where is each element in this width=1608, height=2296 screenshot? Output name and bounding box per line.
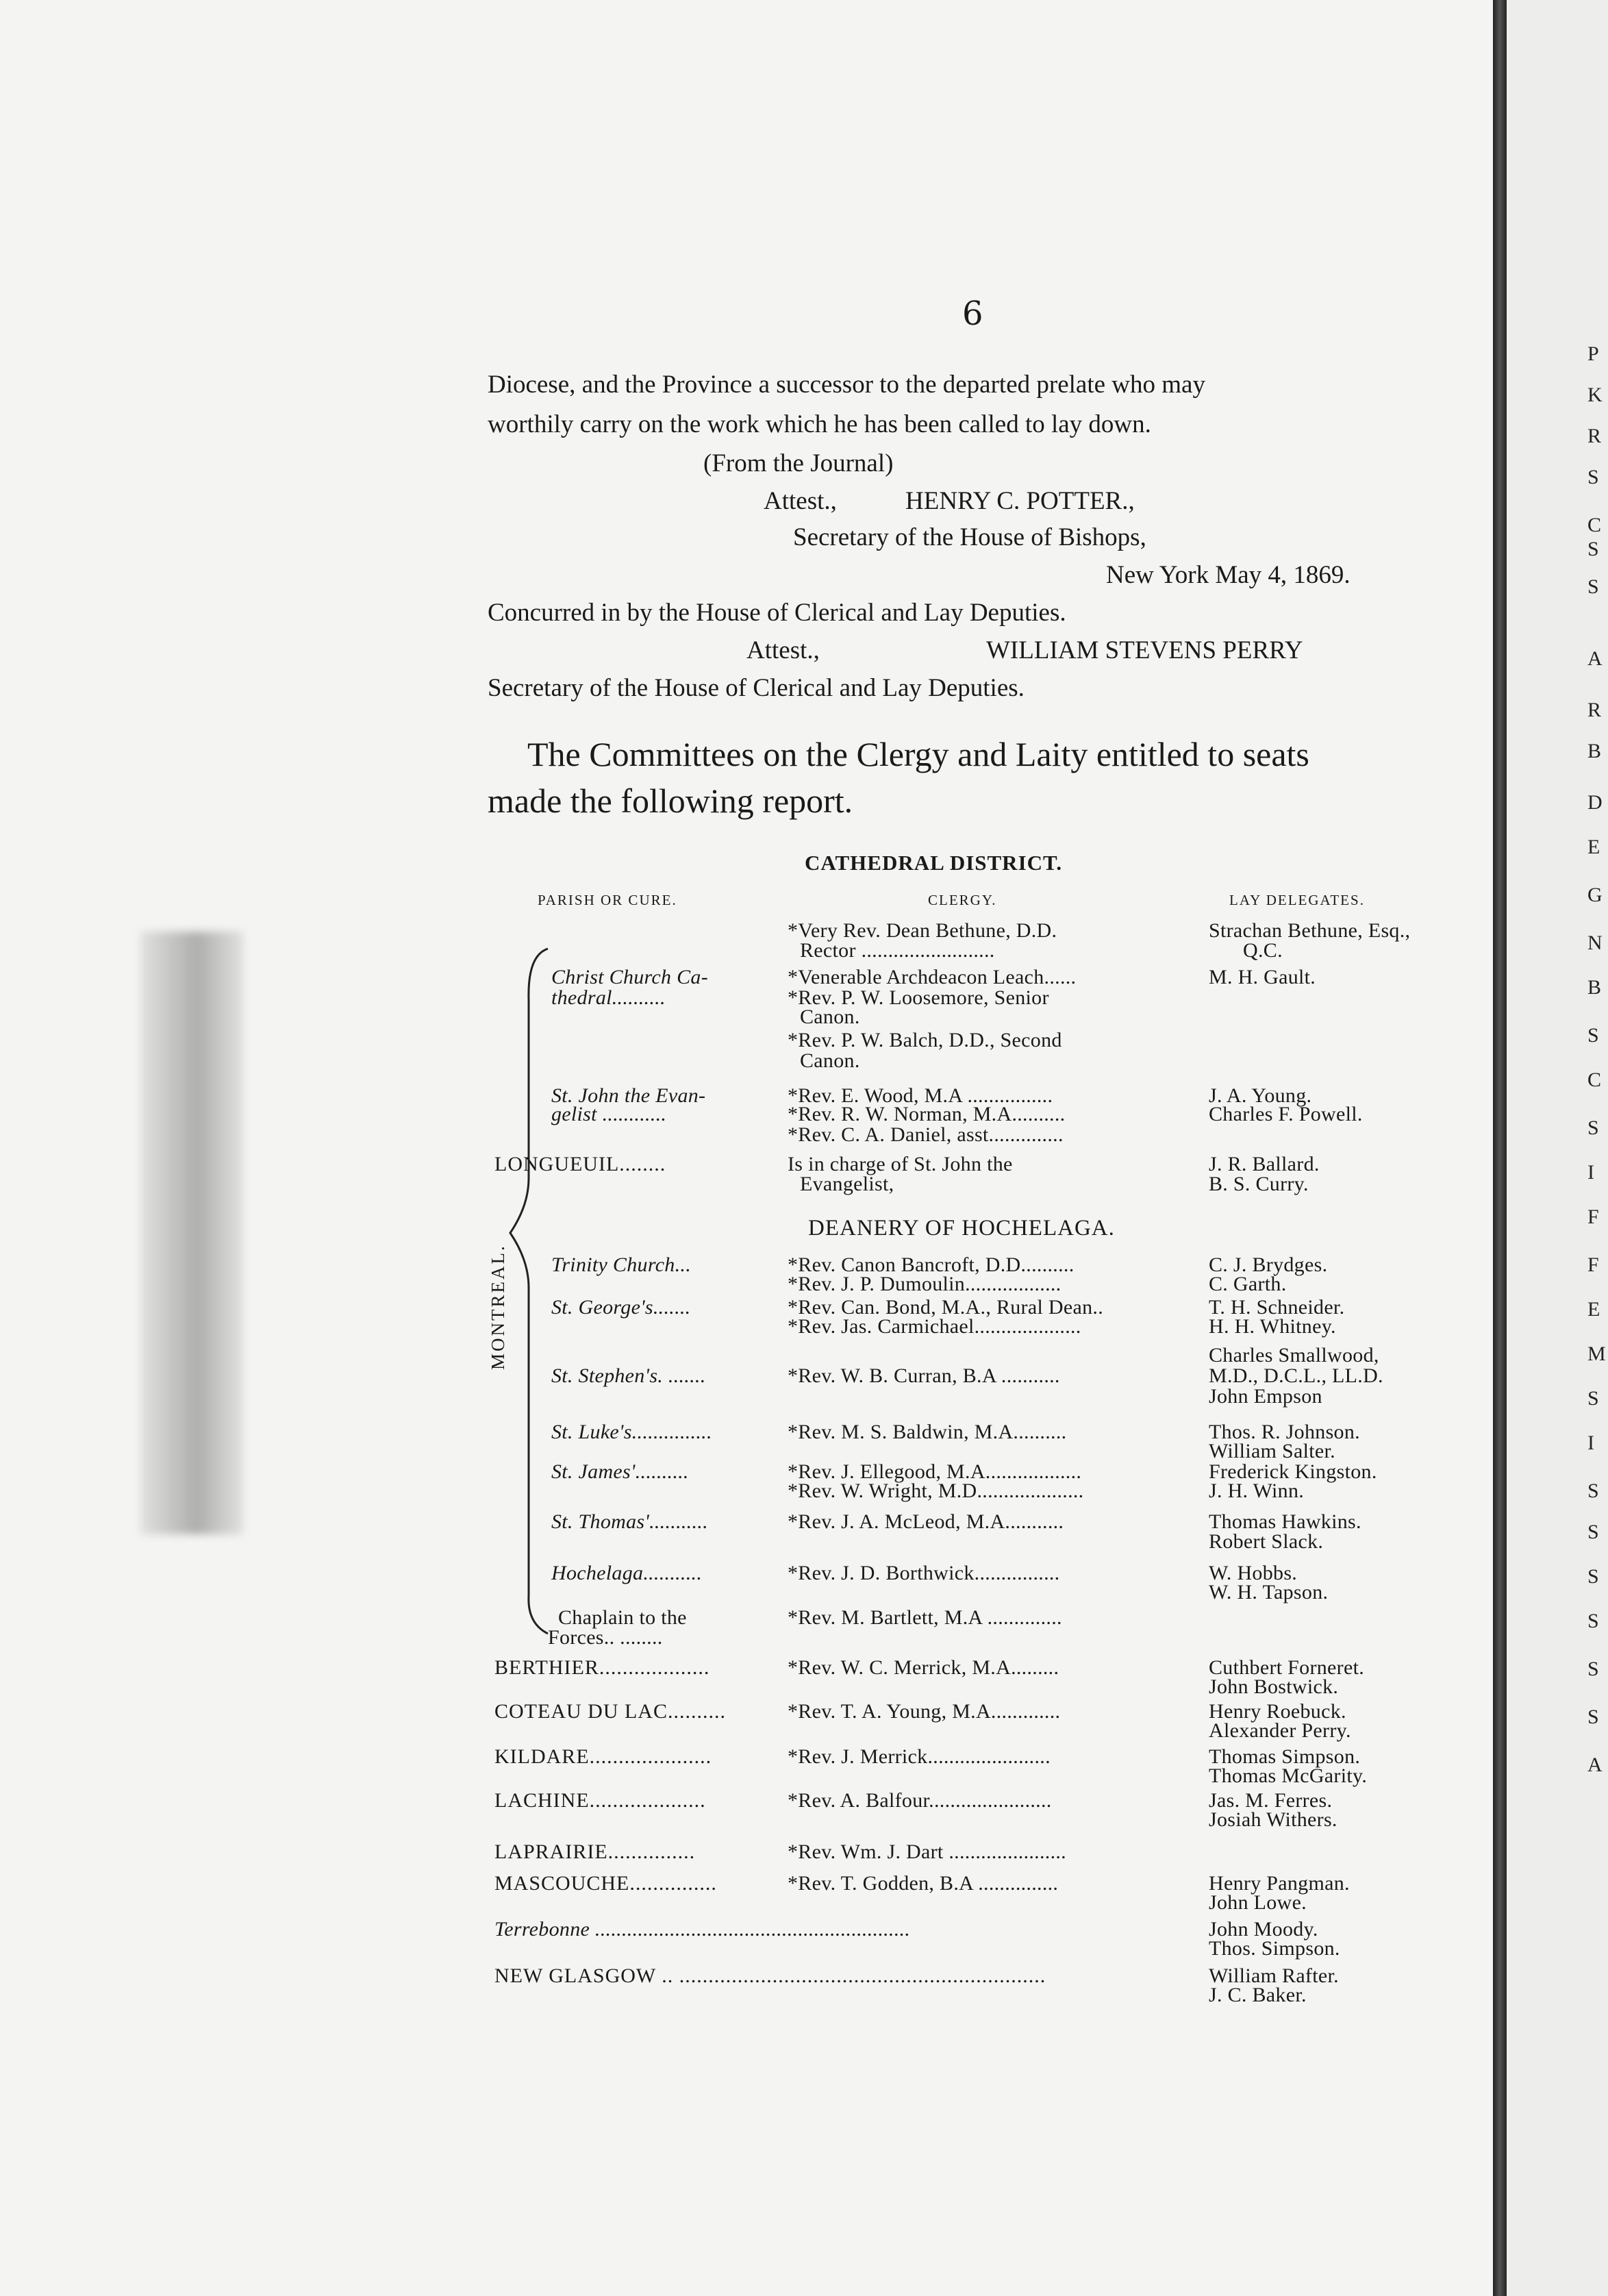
row-42-parish: NEW GLASGOW .. ...............................................................: [494, 1964, 1046, 1987]
row-14-parish: St. George's.......: [551, 1296, 691, 1319]
row-17-lay: M.D., D.C.L., LL.D.: [1209, 1364, 1383, 1387]
row-8-clergy: *Rev. R. W. Norman, M.A..........: [788, 1103, 1066, 1125]
row-0-lay: Strachan Bethune, Esq.,: [1209, 919, 1411, 942]
row-2-parish: Christ Church Ca-: [551, 966, 709, 988]
row-29-parish: BERTHIER...................: [494, 1656, 710, 1679]
row-25-lay: W. Hobbs.: [1209, 1562, 1298, 1584]
row-1-clergy: Rector .........................: [800, 939, 995, 962]
row-11-lay: B. S. Curry.: [1209, 1173, 1309, 1195]
row-26-lay: W. H. Tapson.: [1209, 1581, 1329, 1604]
row-7-parish: St. John the Evan-: [551, 1084, 706, 1107]
row-37-clergy: *Rev. Wm. J. Dart ......................: [788, 1840, 1066, 1863]
row-20-lay: William Salter.: [1209, 1440, 1335, 1462]
perry-name: WILLIAM STEVENS PERRY: [986, 636, 1303, 664]
row-8-lay: Charles F. Powell.: [1209, 1103, 1363, 1125]
strip-letter-27: S: [1587, 1565, 1599, 1588]
row-17-parish: St. Stephen's. .......: [551, 1364, 706, 1387]
strip-letter-6: S: [1587, 575, 1599, 598]
row-19-parish: St. Luke's...............: [551, 1421, 712, 1443]
intro-line-1: Diocese, and the Province a successor to the departed prelate who may: [488, 371, 1205, 399]
row-12-clergy: *Rev. Canon Bancroft, D.D..........: [788, 1253, 1075, 1276]
row-25-clergy: *Rev. J. D. Borthwick................: [788, 1562, 1060, 1584]
strip-letter-0: P: [1587, 342, 1599, 365]
row-6-clergy: Canon.: [800, 1049, 860, 1072]
row-9-clergy: *Rev. C. A. Daniel, asst..............: [788, 1123, 1064, 1146]
row-2-lay: M. H. Gault.: [1209, 966, 1316, 988]
row-42-lay: William Rafter.: [1209, 1964, 1339, 1987]
row-3-clergy: *Rev. P. W. Loosemore, Senior: [788, 986, 1049, 1009]
strip-letter-31: A: [1587, 1754, 1603, 1776]
strip-letter-23: S: [1587, 1387, 1599, 1410]
strip-letter-3: S: [1587, 466, 1599, 488]
row-0-clergy: *Very Rev. Dean Bethune, D.D.: [788, 919, 1057, 942]
row-4-clergy: Canon.: [800, 1006, 860, 1028]
strip-letter-25: S: [1587, 1480, 1599, 1502]
row-40-parish: Terrebonne ...........................................................: [494, 1918, 911, 1941]
row-38-lay: Henry Pangman.: [1209, 1872, 1350, 1895]
strip-letter-2: R: [1587, 425, 1602, 447]
col-header-parish: PARISH OR CURE.: [538, 892, 677, 908]
row-31-clergy: *Rev. T. A. Young, M.A.............: [788, 1700, 1061, 1723]
row-14-clergy: *Rev. Can. Bond, M.A., Rural Dean..: [788, 1296, 1103, 1319]
row-10-lay: J. R. Ballard.: [1209, 1153, 1320, 1175]
row-31-parish: COTEAU DU LAC..........: [494, 1700, 726, 1723]
strip-letter-11: E: [1587, 836, 1600, 858]
row-25-parish: Hochelaga...........: [551, 1562, 703, 1584]
col-header-lay: LAY DELEGATES.: [1229, 892, 1365, 908]
row-16-lay: Charles Smallwood,: [1209, 1344, 1379, 1367]
row-27-parish: Chaplain to the: [558, 1606, 687, 1629]
row-23-clergy: *Rev. J. A. McLeod, M.A...........: [788, 1510, 1064, 1533]
row-5-clergy: *Rev. P. W. Balch, D.D., Second: [788, 1029, 1062, 1051]
strip-letter-16: C: [1587, 1069, 1602, 1091]
row-28-parish: Forces.. ........: [548, 1626, 663, 1649]
strip-letter-8: R: [1587, 699, 1602, 721]
row-23-parish: St. Thomas'...........: [551, 1510, 708, 1533]
row-1-lay: Q.C.: [1243, 939, 1283, 962]
strip-letter-18: I: [1587, 1161, 1594, 1184]
strip-letter-26: S: [1587, 1521, 1599, 1543]
row-38-parish: MASCOUCHE...............: [494, 1872, 717, 1895]
row-35-parish: LACHINE....................: [494, 1789, 706, 1812]
row-13-clergy: *Rev. J. P. Dumoulin..................: [788, 1273, 1061, 1295]
strip-letter-4: C: [1587, 514, 1602, 536]
row-11-clergy: Evangelist,: [800, 1173, 894, 1195]
district-heading: CATHEDRAL DISTRICT.: [805, 851, 1063, 875]
row-23-lay: Thomas Hawkins.: [1209, 1510, 1361, 1533]
strip-letter-1: K: [1587, 384, 1603, 406]
row-21-parish: St. James'..........: [551, 1460, 689, 1483]
intro-line-2: worthily carry on the work which he has been called to lay down.: [488, 410, 1151, 438]
row-29-clergy: *Rev. W. C. Merrick, M.A.........: [788, 1656, 1059, 1679]
row-34-lay: Thomas McGarity.: [1209, 1764, 1368, 1787]
row-7-clergy: *Rev. E. Wood, M.A ................: [788, 1084, 1053, 1107]
strip-letter-17: S: [1587, 1116, 1599, 1139]
row-22-lay: J. H. Winn.: [1209, 1480, 1305, 1502]
row-32-lay: Alexander Perry.: [1209, 1719, 1351, 1742]
row-7-lay: J. A. Young.: [1209, 1084, 1312, 1107]
row-19-lay: Thos. R. Johnson.: [1209, 1421, 1360, 1443]
strip-letter-12: G: [1587, 884, 1603, 906]
row-35-lay: Jas. M. Ferres.: [1209, 1789, 1333, 1812]
row-30-lay: John Bostwick.: [1209, 1675, 1339, 1698]
row-19-clergy: *Rev. M. S. Baldwin, M.A..........: [788, 1421, 1067, 1443]
report-line-1: The Committees on the Clergy and Laity entitled to seats: [527, 735, 1309, 773]
row-24-lay: Robert Slack.: [1209, 1530, 1324, 1553]
secretary-bishops: Secretary of the House of Bishops,: [793, 523, 1146, 551]
row-17-clergy: *Rev. W. B. Curran, B.A ...........: [788, 1364, 1060, 1387]
row-15-lay: H. H. Whitney.: [1209, 1315, 1336, 1338]
strip-letter-7: A: [1587, 647, 1603, 670]
strip-letter-15: S: [1587, 1024, 1599, 1047]
row-43-lay: J. C. Baker.: [1209, 1984, 1307, 2006]
row-21-clergy: *Rev. J. Ellegood, M.A..................: [788, 1460, 1082, 1483]
row-21-lay: Frederick Kingston.: [1209, 1460, 1377, 1483]
strip-letter-9: B: [1587, 740, 1602, 762]
strip-letter-5: S: [1587, 538, 1599, 560]
strip-letter-20: F: [1587, 1253, 1599, 1276]
row-15-clergy: *Rev. Jas. Carmichael....................: [788, 1315, 1081, 1338]
col-header-clergy: CLERGY.: [928, 892, 997, 908]
row-27-clergy: *Rev. M. Bartlett, M.A ..............: [788, 1606, 1062, 1629]
report-line-2: made the following report.: [488, 782, 853, 820]
row-10-clergy: Is in charge of St. John the: [788, 1153, 1013, 1175]
row-33-parish: KILDARE.....................: [494, 1745, 712, 1768]
row-35-clergy: *Rev. A. Balfour.......................: [788, 1789, 1052, 1812]
row-10-parish: LONGUEUIL........: [494, 1153, 666, 1175]
row-22-clergy: *Rev. W. Wright, M.D....................: [788, 1480, 1084, 1502]
strip-letter-21: E: [1587, 1298, 1600, 1321]
row-29-lay: Cuthbert Forneret.: [1209, 1656, 1365, 1679]
attest-label-2: Attest.,: [746, 636, 820, 664]
journal-note: (From the Journal): [703, 449, 894, 477]
row-39-lay: John Lowe.: [1209, 1891, 1307, 1914]
montreal-brace: [510, 949, 548, 1634]
row-31-lay: Henry Roebuck.: [1209, 1700, 1346, 1723]
row-8-parish: gelist ............: [551, 1103, 667, 1125]
secretary-deputies: Secretary of the House of Clerical and Lay Deputies.: [488, 674, 1025, 702]
row-41-lay: Thos. Simpson.: [1209, 1937, 1340, 1960]
row-2-clergy: *Venerable Archdeacon Leach......: [788, 966, 1077, 988]
strip-letter-28: S: [1587, 1610, 1599, 1632]
concurred-line: Concurred in by the House of Clerical and Lay Deputies.: [488, 599, 1066, 627]
page-number: 6: [962, 295, 983, 333]
row-18-lay: John Empson: [1209, 1385, 1322, 1408]
strip-letter-13: N: [1587, 932, 1603, 954]
attest-label-1: Attest.,: [764, 487, 837, 515]
row-12-parish: Trinity Church...: [551, 1253, 692, 1276]
potter-name: HENRY C. POTTER.,: [905, 487, 1135, 515]
row-14-lay: T. H. Schneider.: [1209, 1296, 1345, 1319]
row-12-lay: C. J. Brydges.: [1209, 1253, 1328, 1276]
montreal-side-label: MONTREAL.: [488, 1244, 508, 1370]
date-line: New York May 4, 1869.: [1106, 561, 1351, 589]
row-38-clergy: *Rev. T. Godden, B.A ...............: [788, 1872, 1059, 1895]
row-33-lay: Thomas Simpson.: [1209, 1745, 1361, 1768]
strip-letter-30: S: [1587, 1706, 1599, 1728]
strip-letter-29: S: [1587, 1658, 1599, 1680]
row-37-parish: LAPRAIRIE...............: [494, 1840, 696, 1863]
row-36-lay: Josiah Withers.: [1209, 1808, 1337, 1831]
deanery-heading: DEANERY OF HOCHELAGA.: [808, 1216, 1115, 1240]
strip-letter-10: D: [1587, 791, 1603, 814]
strip-letter-19: F: [1587, 1206, 1599, 1228]
row-40-lay: John Moody.: [1209, 1918, 1318, 1941]
strip-letter-14: B: [1587, 976, 1602, 999]
row-13-lay: C. Garth.: [1209, 1273, 1287, 1295]
strip-letter-22: M: [1587, 1343, 1606, 1365]
strip-letter-24: I: [1587, 1432, 1594, 1454]
row-33-clergy: *Rev. J. Merrick.......................: [788, 1745, 1051, 1768]
row-3-parish: thedral..........: [551, 986, 666, 1009]
